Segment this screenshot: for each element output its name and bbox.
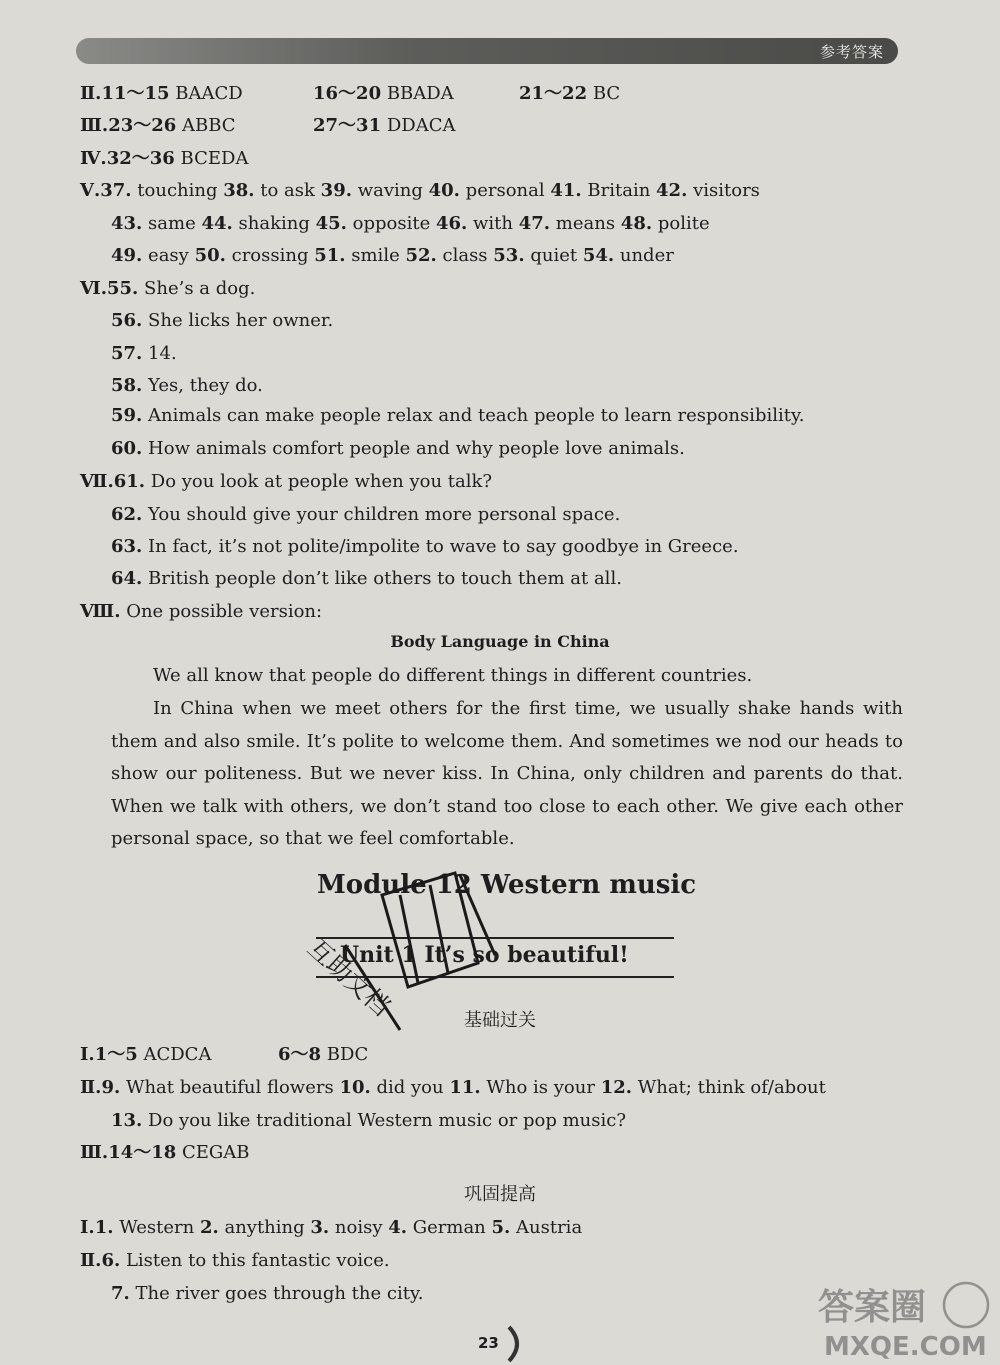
item-number: Ⅳ. bbox=[80, 148, 107, 169]
answer-text: One possible version: bbox=[120, 601, 323, 622]
item-number: 27～31 bbox=[313, 115, 382, 136]
answer-text: Do you like traditional Western music or pop music? bbox=[142, 1110, 626, 1131]
answer-line bbox=[80, 179, 760, 203]
item-number: 11. bbox=[449, 1077, 481, 1098]
answer-line bbox=[80, 1076, 826, 1100]
answer-line bbox=[111, 309, 333, 333]
header-bar bbox=[76, 38, 898, 64]
answer-line bbox=[111, 244, 674, 268]
watermark-logo-text: 答案圈 bbox=[818, 1287, 927, 1328]
item-number: 23～26 bbox=[108, 115, 177, 136]
answer-line bbox=[111, 342, 177, 366]
answer-text: Yes, they do. bbox=[142, 375, 263, 396]
answer-line bbox=[313, 114, 455, 138]
answer-line bbox=[111, 437, 685, 461]
item-number: 41. bbox=[550, 180, 582, 201]
answer-text: shaking bbox=[232, 213, 316, 234]
section-title-basic: 基础过关 bbox=[464, 1010, 536, 1031]
answer-text: ABBC bbox=[176, 115, 236, 136]
item-number: Ⅱ. bbox=[80, 83, 102, 104]
item-number: Ⅰ. bbox=[80, 1217, 95, 1238]
answer-line bbox=[80, 470, 492, 494]
answer-line bbox=[80, 82, 243, 106]
answer-line bbox=[80, 1216, 582, 1240]
answer-line bbox=[80, 1141, 250, 1165]
item-number: 37. bbox=[100, 180, 132, 201]
answer-text: Who is your bbox=[480, 1077, 601, 1098]
item-number: 1～5 bbox=[94, 1044, 138, 1065]
answer-line bbox=[80, 1043, 211, 1067]
page-number: 23 bbox=[478, 1334, 499, 1352]
item-number: 55. bbox=[106, 278, 139, 299]
answer-line bbox=[313, 82, 454, 106]
item-number: Ⅶ. bbox=[80, 471, 114, 492]
item-number: 53. bbox=[493, 245, 525, 266]
answer-text: You should give your children more personal space. bbox=[142, 504, 621, 525]
watermark-logo bbox=[806, 1275, 996, 1361]
essay-title: Body Language in China bbox=[390, 632, 610, 651]
section-title-consolidate: 巩固提高 bbox=[464, 1184, 536, 1205]
item-number: 4. bbox=[388, 1217, 408, 1238]
answer-text: What; think of/about bbox=[632, 1077, 826, 1098]
answer-text: smile bbox=[345, 245, 406, 266]
item-number: 60. bbox=[111, 438, 143, 459]
answer-line bbox=[111, 503, 620, 527]
item-number: Ⅱ. bbox=[80, 1250, 102, 1271]
answer-text: BBADA bbox=[381, 83, 454, 104]
item-number: 16～20 bbox=[313, 83, 382, 104]
answer-text: 14. bbox=[142, 343, 177, 364]
item-number: 11～15 bbox=[101, 83, 170, 104]
answer-text: Listen to this fantastic voice. bbox=[120, 1250, 390, 1271]
item-number: 3. bbox=[310, 1217, 330, 1238]
answer-line bbox=[111, 212, 710, 236]
answer-text: Austria bbox=[510, 1217, 583, 1238]
answer-text: BDC bbox=[321, 1044, 369, 1065]
item-number: 56. bbox=[111, 310, 143, 331]
item-number: Ⅲ. bbox=[80, 1142, 109, 1163]
answer-text: Animals can make people relax and teach people to learn responsibility. bbox=[142, 405, 805, 426]
item-number: 38. bbox=[223, 180, 255, 201]
answer-text: same bbox=[142, 213, 202, 234]
item-number: 12. bbox=[600, 1077, 633, 1098]
item-number: 46. bbox=[435, 213, 468, 234]
item-number: 6～8 bbox=[278, 1044, 322, 1065]
answer-text: did you bbox=[370, 1077, 450, 1098]
header-title: 参考答案 bbox=[819, 43, 884, 61]
item-number: Ⅷ. bbox=[80, 601, 121, 622]
answer-text: Do you look at people when you talk? bbox=[145, 471, 493, 492]
item-number: 49. bbox=[111, 245, 143, 266]
item-number: 54. bbox=[582, 245, 615, 266]
item-number: Ⅵ. bbox=[80, 278, 107, 299]
answer-text: Western bbox=[113, 1217, 200, 1238]
answer-text: touching bbox=[131, 180, 224, 201]
answer-text: What beautiful flowers bbox=[120, 1077, 340, 1098]
answer-text: BCEDA bbox=[174, 148, 249, 169]
answer-text: In fact, it’s not polite/impolite to wave to say goodbye in Greece. bbox=[142, 536, 739, 557]
watermark-url: MXQE.COM bbox=[824, 1332, 987, 1361]
answer-text: Britain bbox=[581, 180, 657, 201]
module-title: Module 12 Western music bbox=[317, 870, 697, 900]
item-number: 48. bbox=[620, 213, 653, 234]
item-number: Ⅱ. bbox=[80, 1077, 102, 1098]
answer-text: waving bbox=[352, 180, 429, 201]
item-number: 45. bbox=[315, 213, 347, 234]
item-number: 2. bbox=[199, 1217, 219, 1238]
item-number: 47. bbox=[518, 213, 551, 234]
answer-text: class bbox=[436, 245, 494, 266]
answer-line bbox=[111, 567, 622, 591]
item-number: 57. bbox=[111, 343, 143, 364]
item-number: 1. bbox=[94, 1217, 114, 1238]
item-number: 5. bbox=[491, 1217, 511, 1238]
answer-text: visitors bbox=[687, 180, 760, 201]
unit-title: Unit 1 It’s so beautiful! bbox=[340, 942, 629, 968]
answer-text: to ask bbox=[254, 180, 321, 201]
answer-line bbox=[80, 1249, 390, 1273]
answer-text: She’s a dog. bbox=[138, 278, 256, 299]
answer-text: German bbox=[407, 1217, 492, 1238]
answer-text: means bbox=[550, 213, 621, 234]
item-number: 43. bbox=[111, 213, 143, 234]
answer-text: BAACD bbox=[169, 83, 243, 104]
answer-text: under bbox=[614, 245, 674, 266]
answer-text: DDACA bbox=[381, 115, 456, 136]
answer-text: noisy bbox=[329, 1217, 389, 1238]
item-number: 50. bbox=[194, 245, 226, 266]
answer-line bbox=[80, 277, 255, 301]
item-number: 63. bbox=[111, 536, 143, 557]
item-number: 42. bbox=[656, 180, 688, 201]
answer-line bbox=[111, 1282, 423, 1306]
answer-text: ACDCA bbox=[137, 1044, 212, 1065]
answer-text: crossing bbox=[225, 245, 315, 266]
item-number: 44. bbox=[201, 213, 233, 234]
stamp-text: 互助文档 bbox=[301, 932, 396, 1022]
answer-line bbox=[519, 82, 620, 106]
item-number: 14～18 bbox=[108, 1142, 177, 1163]
answer-text: BC bbox=[587, 83, 621, 104]
answer-text: opposite bbox=[346, 213, 436, 234]
answer-line bbox=[80, 147, 248, 171]
item-number: 40. bbox=[428, 180, 460, 201]
answer-line bbox=[80, 600, 322, 624]
item-number: Ⅴ. bbox=[80, 180, 101, 201]
essay-paragraph-2: In China when we meet others for the first time, we usually shake hands with them and also smile. It’s polite to welcome them. And sometimes we nod our heads to show our politeness. But we never kiss. In China, only children and parents do that. When we talk with others, we don’t stand too close to each other. We give each other personal space, so that we feel comfortable. bbox=[111, 698, 903, 849]
item-number: 61. bbox=[113, 471, 146, 492]
answer-text: British people don’t like others to touch them at all. bbox=[142, 568, 622, 589]
answer-text: quiet bbox=[524, 245, 583, 266]
item-number: 32～36 bbox=[106, 148, 175, 169]
answer-text: CEGAB bbox=[176, 1142, 250, 1163]
item-number: 9. bbox=[101, 1077, 121, 1098]
item-number: 39. bbox=[320, 180, 352, 201]
answer-text: polite bbox=[652, 213, 710, 234]
item-number: 64. bbox=[111, 568, 143, 589]
page-number-ornament bbox=[505, 1325, 527, 1363]
answer-line bbox=[278, 1043, 368, 1067]
answer-line bbox=[111, 374, 263, 398]
item-number: 52. bbox=[405, 245, 437, 266]
answer-text: She licks her owner. bbox=[142, 310, 334, 331]
answer-line bbox=[111, 404, 804, 428]
answer-text: The river goes through the city. bbox=[129, 1283, 424, 1304]
item-number: 10. bbox=[339, 1077, 371, 1098]
item-number: 13. bbox=[111, 1110, 143, 1131]
item-number: 62. bbox=[111, 504, 143, 525]
answer-text: anything bbox=[218, 1217, 311, 1238]
answer-line bbox=[111, 1109, 626, 1133]
answer-text: How animals comfort people and why people love animals. bbox=[142, 438, 685, 459]
answer-text: personal bbox=[459, 180, 551, 201]
item-number: Ⅰ. bbox=[80, 1044, 95, 1065]
answer-text: with bbox=[467, 213, 519, 234]
item-number: 59. bbox=[111, 405, 143, 426]
item-number: 58. bbox=[111, 375, 143, 396]
item-number: 51. bbox=[314, 245, 346, 266]
item-number: 6. bbox=[101, 1250, 121, 1271]
essay-paragraph-1: We all know that people do different things in different countries. bbox=[153, 665, 753, 686]
answer-text: easy bbox=[142, 245, 195, 266]
item-number: 21～22 bbox=[519, 83, 588, 104]
item-number: 7. bbox=[111, 1283, 130, 1304]
answer-line bbox=[111, 535, 739, 559]
item-number: Ⅲ. bbox=[80, 115, 109, 136]
answer-line bbox=[80, 114, 236, 138]
